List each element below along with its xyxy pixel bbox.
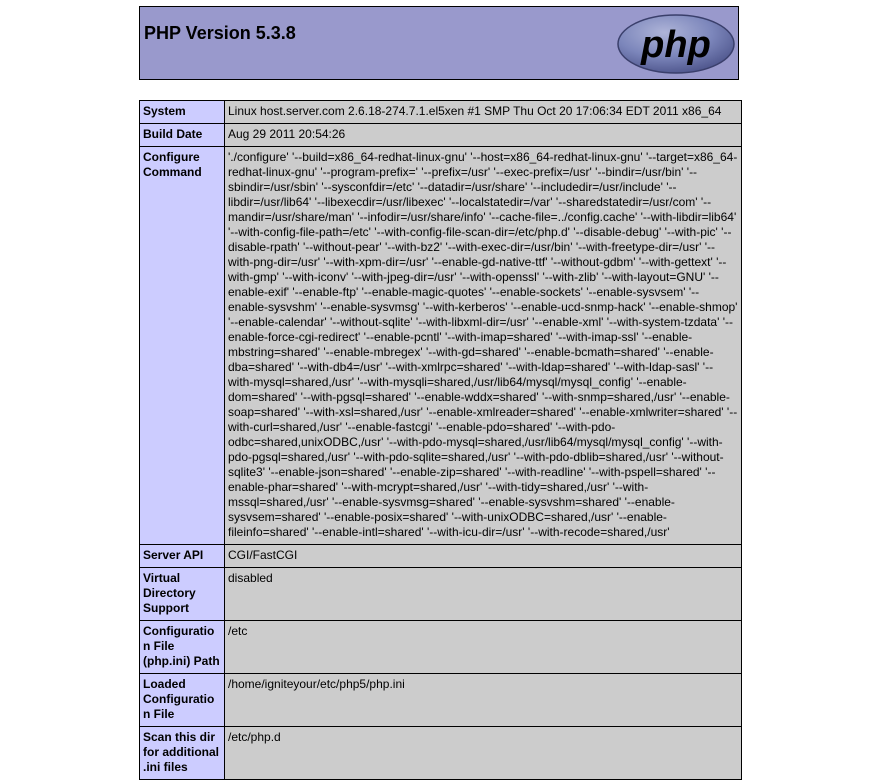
row-label-virtual-directory-support: Virtual Directory Support bbox=[140, 568, 225, 621]
table-row bbox=[140, 568, 742, 621]
php-info-table bbox=[139, 100, 742, 780]
row-label-server-api: Server API bbox=[140, 545, 225, 568]
row-value-build-date: Aug 29 2011 20:54:26 bbox=[225, 124, 742, 147]
row-label-loaded-configuration-file: Loaded Configuration File bbox=[140, 674, 225, 727]
row-value-virtual-directory-support: disabled bbox=[225, 568, 742, 621]
table-row bbox=[140, 727, 742, 780]
php-logo-text: php bbox=[641, 24, 711, 66]
table-row bbox=[140, 621, 742, 674]
table-row bbox=[140, 101, 742, 124]
row-value-scan-dir: /etc/php.d bbox=[225, 727, 742, 780]
row-value-system: Linux host.server.com 2.6.18-274.7.1.el5xen #1 SMP Thu Oct 20 17:06:34 EDT 2011 x86_64 bbox=[225, 101, 742, 124]
table-row bbox=[140, 124, 742, 147]
row-value-server-api: CGI/FastCGI bbox=[225, 545, 742, 568]
row-value-loaded-configuration-file: /home/igniteyour/etc/php5/php.ini bbox=[225, 674, 742, 727]
row-label-scan-dir: Scan this dir for additional .ini files bbox=[140, 727, 225, 780]
php-logo bbox=[616, 13, 736, 75]
row-label-build-date: Build Date bbox=[140, 124, 225, 147]
row-label-configuration-file-path: Configuration File (php.ini) Path bbox=[140, 621, 225, 674]
page-title: PHP Version 5.3.8 bbox=[144, 23, 296, 43]
table-row bbox=[140, 147, 742, 545]
row-label-system: System bbox=[140, 101, 225, 124]
table-row bbox=[140, 674, 742, 727]
row-value-configuration-file-path: /etc bbox=[225, 621, 742, 674]
phpinfo-header bbox=[139, 6, 739, 80]
row-value-configure-command: './configure' '--build=x86_64-redhat-linux-gnu' '--host=x86_64-redhat-linux-gnu' '--target=x86_64-redhat-linux-gnu' '--program-prefix=' '--prefix=/usr' '--exec-prefix=/usr' '--bindir=/usr/bin' '--sbindir=/usr/sbin' '--sysconfdir=/etc' '--datadir=/usr/share' '--includedir=/usr/include' '--libdir=/usr/lib64' '--libexecdir=/usr/libexec' '--localstatedir=/var' '--sharedstatedir=/usr/com' '--mandir=/usr/share/man' '--infodir=/usr/share/info' '--cache-file=../config.cache' '--with-libdir=lib64' '--with-config-file-path=/etc' '--with-config-file-scan-dir=/etc/php.d' '--disable-debug' '--with-pic' '--disable-rpath' '--without-pear' '--with-bz2' '--with-exec-dir=/usr/bin' '--with-freetype-dir=/usr' '--with-png-dir=/usr' '--with-xpm-dir=/usr' '--enable-gd-native-ttf' '--without-gdbm' '--with-gettext' '--with-gmp' '--with-iconv' '--with-jpeg-dir=/usr' '--with-openssl' '--with-zlib' '--with-layout=GNU' '--enable-exif' '--enable-ftp' '--enable-magic-quotes' '--enable-sockets' '--enable-sysvsem' '--enable-sysvshm' '--enable-sysvmsg' '--with-kerberos' '--enable-ucd-snmp-hack' '--enable-shmop' '--enable-calendar' '--without-sqlite' '--with-libxml-dir=/usr' '--enable-xml' '--with-system-tzdata' '--enable-force-cgi-redirect' '--enable-pcntl' '--with-imap=shared' '--with-imap-ssl' '--enable-mbstring=shared' '--enable-mbregex' '--with-gd=shared' '--enable-bcmath=shared' '--enable-dba=shared' '--with-db4=/usr' '--with-xmlrpc=shared' '--with-ldap=shared' '--with-ldap-sasl' '--with-mysql=shared,/usr' '--with-mysqli=shared,/usr/lib64/mysql/mysql_config' '--enable-dom=shared' '--with-pgsql=shared' '--enable-wddx=shared' '--with-snmp=shared,/usr' '--enable-soap=shared' '--with-xsl=shared,/usr' '--enable-xmlreader=shared' '--enable-xmlwriter=shared' '--with-curl=shared,/usr' '--enable-fastcgi' '--enable-pdo=shared' '--with-pdo-odbc=shared,unixODBC,/usr' '--with-pdo-mysql=shared,/usr/lib64/mysql/mysql_config' '--with-pdo-pgsql=shared,/usr' '--with-pdo-sqlite=shared,/usr' '--with-pdo-dblib=shared,/usr' '--without-sqlite3' '--enable-json=shared' '--enable-zip=shared' '--with-readline' '--with-pspell=shared' '--enable-phar=shared' '--with-mcrypt=shared,/usr' '--with-tidy=shared,/usr' '--with-mssql=shared,/usr' '--enable-sysvmsg=shared' '--enable-sysvshm=shared' '--enable-sysvsem=shared' '--enable-posix=shared' '--with-unixODBC=shared,/usr' '--enable-fileinfo=shared' '--enable-intl=shared' '--with-icu-dir=/usr' '--with-recode=shared,/usr' bbox=[225, 147, 742, 545]
table-row bbox=[140, 545, 742, 568]
row-label-configure-command: Configure Command bbox=[140, 147, 225, 545]
